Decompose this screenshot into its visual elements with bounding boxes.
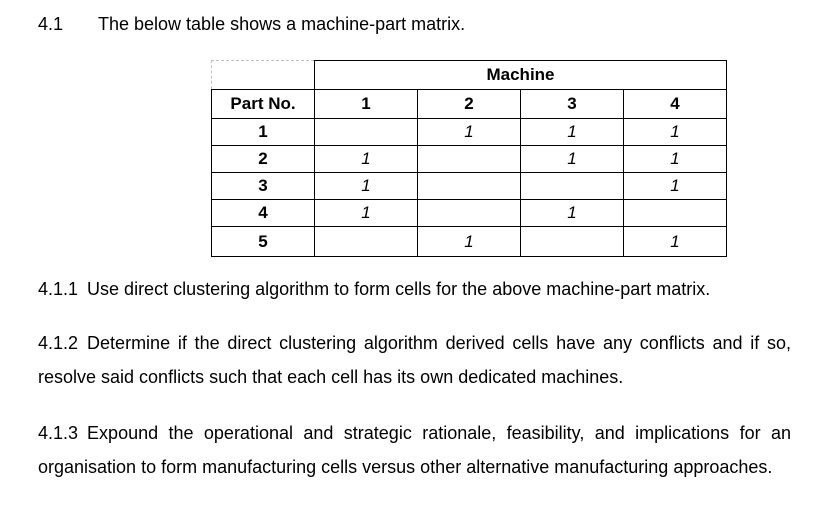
matrix-cell: 1: [315, 146, 418, 173]
matrix-cell: 1: [624, 173, 727, 200]
machine-column-header: 2: [418, 90, 521, 119]
question-heading: [38, 12, 465, 36]
matrix-cell: 1: [418, 119, 521, 146]
matrix-cell: 1: [624, 227, 727, 257]
matrix-cell: [418, 200, 521, 227]
matrix-cell: 1: [624, 146, 727, 173]
part-number-cell: 4: [212, 200, 315, 227]
subquestion-number: 4.1.2: [38, 333, 79, 353]
subquestion-4-1-2: [38, 326, 791, 394]
part-number-cell: 5: [212, 227, 315, 257]
subquestion-text: Use direct clustering algorithm to form cells for the above machine-part matrix.: [87, 279, 711, 299]
matrix-cell: [418, 173, 521, 200]
machine-column-header: 4: [624, 90, 727, 119]
machine-part-matrix: [211, 60, 727, 257]
matrix-cell: 1: [521, 146, 624, 173]
matrix-cell: [521, 173, 624, 200]
matrix-cell: 1: [315, 200, 418, 227]
question-text: The below table shows a machine-part matrix.: [98, 14, 466, 34]
question-number: 4.1: [38, 14, 64, 34]
matrix-cell: 1: [418, 227, 521, 257]
table-row: [212, 173, 727, 200]
matrix-cell: 1: [521, 119, 624, 146]
subquestion-text: Expound the operational and strategic rationale, feasibility, and implications for an organisation to form manufacturing cells versus other alternative manufacturing approaches.: [38, 423, 791, 477]
subquestion-text: Determine if the direct clustering algorithm derived cells have any conflicts and if so, resolve said conflicts such that each cell has its own dedicated machines.: [38, 333, 791, 387]
part-number-cell: 1: [212, 119, 315, 146]
matrix-cell: 1: [315, 173, 418, 200]
matrix-group-header-row: [212, 61, 727, 90]
subquestion-4-1-3: [38, 416, 791, 484]
matrix-cell: [521, 227, 624, 257]
machine-group-header: Machine: [315, 61, 727, 90]
matrix-cell: 1: [624, 119, 727, 146]
part-number-cell: 3: [212, 173, 315, 200]
table-row: [212, 200, 727, 227]
table-row: [212, 119, 727, 146]
matrix-cell: [315, 119, 418, 146]
matrix-cell: [624, 200, 727, 227]
matrix-cell: [418, 146, 521, 173]
part-number-cell: 2: [212, 146, 315, 173]
part-no-header: Part No.: [212, 90, 315, 119]
subquestion-number: 4.1.3: [38, 423, 79, 443]
matrix-column-header-row: [212, 90, 727, 119]
matrix-corner-cell: [212, 61, 315, 90]
matrix-cell: 1: [521, 200, 624, 227]
matrix-cell: [315, 227, 418, 257]
table-row: [212, 227, 727, 257]
machine-column-header: 1: [315, 90, 418, 119]
subquestion-number: 4.1.1: [38, 279, 79, 299]
machine-column-header: 3: [521, 90, 624, 119]
subquestion-4-1-1: [38, 272, 791, 306]
table-row: [212, 146, 727, 173]
